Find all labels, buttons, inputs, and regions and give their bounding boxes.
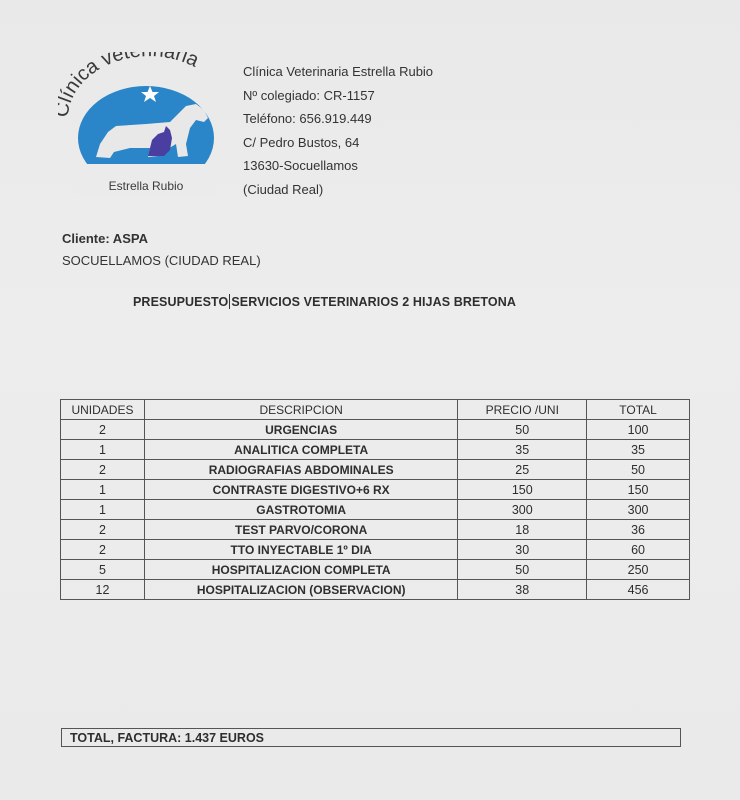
- header-description: DESCRIPCION: [144, 400, 457, 420]
- document-title[interactable]: [133, 294, 516, 309]
- document-title-part1: PRESUPUESTO: [133, 295, 229, 309]
- cell-description: URGENCIAS: [144, 420, 457, 440]
- cell-total: 60: [587, 540, 690, 560]
- clinic-street: C/ Pedro Bustos, 64: [243, 134, 360, 150]
- cell-total: 36: [587, 520, 690, 540]
- clinic-registration: Nº colegiado: CR-1157: [243, 87, 375, 103]
- cell-unit-price: 25: [458, 460, 587, 480]
- client-name: Cliente: ASPA: [62, 231, 148, 246]
- cell-unit-price: 35: [458, 440, 587, 460]
- cell-units: 1: [61, 480, 145, 500]
- cell-unit-price: 300: [458, 500, 587, 520]
- table-row: [61, 540, 690, 560]
- cell-units: 2: [61, 460, 145, 480]
- clinic-postal-city: 13630-Socuellamos: [243, 158, 358, 173]
- cell-unit-price: 18: [458, 520, 587, 540]
- clinic-province: (Ciudad Real): [243, 181, 324, 197]
- cell-unit-price: 38: [458, 580, 587, 600]
- header-units: UNIDADES: [61, 400, 145, 420]
- cell-description: HOSPITALIZACION (OBSERVACION): [144, 580, 457, 600]
- cell-description: HOSPITALIZACION COMPLETA: [144, 560, 457, 580]
- table-row: [61, 520, 690, 540]
- clinic-phone: Teléfono: 656.919.449: [243, 111, 372, 126]
- table-row: [61, 460, 690, 480]
- logo-arc-text: ínica vet aria: [58, 52, 203, 102]
- table-header-row: [61, 400, 690, 420]
- cell-units: 12: [61, 580, 145, 600]
- cell-total: 100: [587, 420, 690, 440]
- cell-total: 35: [587, 440, 690, 460]
- cell-total: 300: [587, 500, 690, 520]
- clinic-logo: [58, 52, 238, 202]
- cell-unit-price: 150: [458, 480, 587, 500]
- header-total: TOTAL: [587, 400, 690, 420]
- cell-description: GASTROTOMIA: [144, 500, 457, 520]
- cell-units: 5: [61, 560, 145, 580]
- table-row: [61, 580, 690, 600]
- client-block: [62, 228, 261, 272]
- items-table: [60, 399, 690, 600]
- cell-description: TTO INYECTABLE 1º DIA: [144, 540, 457, 560]
- table-row: [61, 480, 690, 500]
- table-row: [61, 560, 690, 580]
- cell-description: TEST PARVO/CORONA: [144, 520, 457, 540]
- dog-and-cat-logo-icon: [58, 52, 238, 202]
- clinic-name: Clínica Veterinaria Estrella Rubio: [243, 64, 434, 79]
- table-row: [61, 420, 690, 440]
- cell-units: 2: [61, 520, 145, 540]
- cell-total: 456: [587, 580, 690, 600]
- cell-unit-price: 30: [458, 540, 587, 560]
- cell-total: 250: [587, 560, 690, 580]
- clinic-info: [243, 60, 433, 201]
- header-unit-price: PRECIO /UNI: [458, 400, 587, 420]
- cell-units: 2: [61, 540, 145, 560]
- grand-total: TOTAL, FACTURA: 1.437 EUROS: [61, 728, 681, 747]
- table-row: [61, 500, 690, 520]
- client-location: SOCUELLAMOS (CIUDAD REAL): [62, 253, 261, 268]
- cell-units: 1: [61, 440, 145, 460]
- cell-unit-price: 50: [458, 420, 587, 440]
- cell-unit-price: 50: [458, 560, 587, 580]
- cell-description: RADIOGRAFIAS ABDOMINALES: [144, 460, 457, 480]
- cell-units: 1: [61, 500, 145, 520]
- logo-caption: Estrella Rubio: [108, 179, 184, 193]
- cell-units: 2: [61, 420, 145, 440]
- document-title-part2: SERVICIOS VETERINARIOS 2 HIJAS BRETONA: [231, 295, 516, 309]
- cell-description: CONTRASTE DIGESTIVO+6 RX: [144, 480, 457, 500]
- cell-total: 150: [587, 480, 690, 500]
- cell-description: ANALITICA COMPLETA: [144, 440, 457, 460]
- table-row: [61, 440, 690, 460]
- cell-total: 50: [587, 460, 690, 480]
